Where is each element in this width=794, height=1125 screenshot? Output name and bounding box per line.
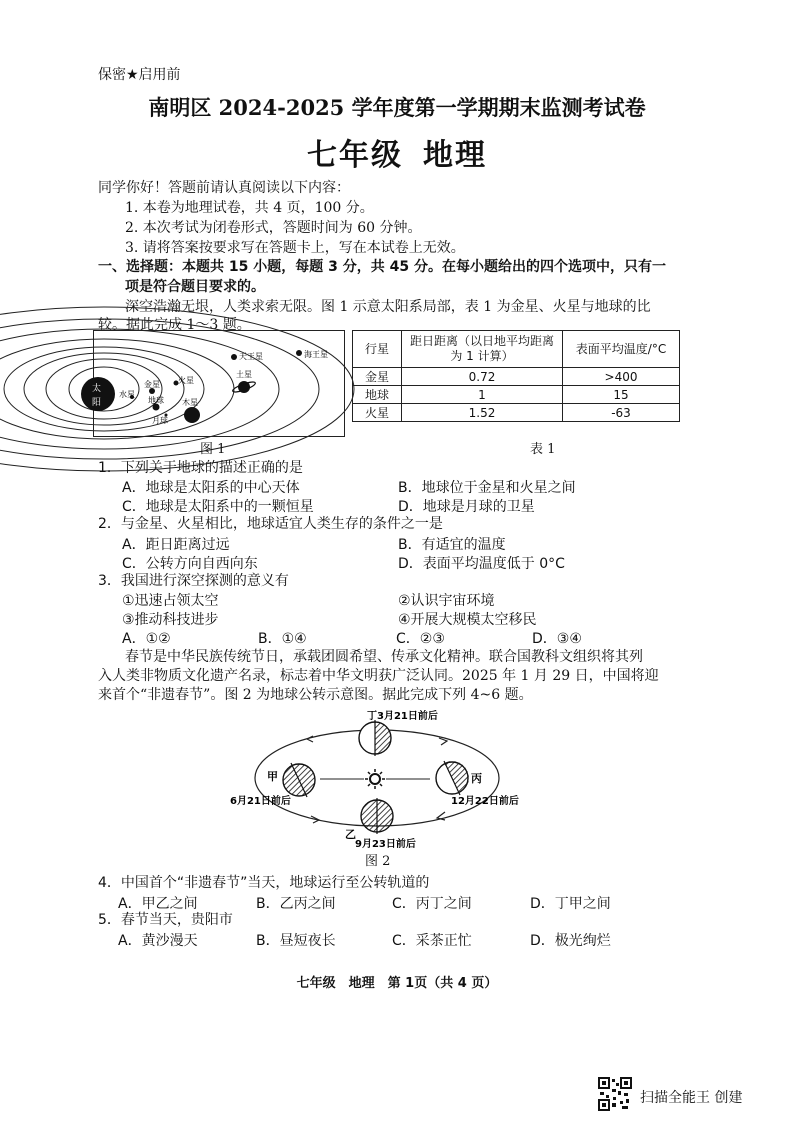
question-5-stem: 5．春节当天，贵阳市 [98,912,233,928]
question-2-option-d: D．表面平均温度低于 0°C [398,556,565,572]
question-3-option-b: B．①④ [258,631,307,647]
table-header-distance: 距日距离（以日地平均距离为 1 计算） [402,331,563,368]
sun-label-1: 太 [92,384,102,394]
passage2-line3: 来首个“非遗春节”。图 2 为地球公转示意图。据此完成下列 4~6 题。 [98,687,533,703]
table-cell: 地球 [353,386,402,404]
question-1-stem: 1．下列关于地球的描述正确的是 [98,460,303,476]
exam-title: 南明区 2024-2025 学年度第一学期期末监测考试卷 [148,95,646,120]
figure-1-solar-system [93,330,345,437]
question-1-option-d: D．地球是月球的卫星 [398,499,535,515]
question-5-option-a: A．黄沙漫天 [118,933,198,949]
label-ding: 丁3月21日前后 [367,711,438,722]
figure-1-caption: 图 1 [200,442,226,457]
orbit-arrow-1 [307,736,313,742]
mercury-label: 水星 [119,390,135,399]
question-2-option-b: B．有适宜的温度 [398,537,506,553]
qr-code-icon [598,1077,632,1111]
passage1-line1: 深空浩瀚无垠，人类求索无限。图 1 示意太阳系局部，表 1 为金星、火星与地球的比 [125,299,651,315]
table-header-row [353,331,680,368]
earth-label: 地球 [148,396,164,405]
question-4-option-d: D．丁甲之间 [530,896,611,912]
label-bing-date: 12月22日前后 [451,796,519,807]
subject-label: 地理 [423,138,487,173]
table-cell: 1 [402,386,563,404]
sun-label-2: 阳 [92,398,102,408]
table-cell: -63 [563,404,680,422]
question-2-option-a: A．距日距离过远 [122,537,230,553]
question-3-option-d: D．③④ [532,631,582,647]
figure-2-caption: 图 2 [365,854,391,869]
sun-icon [370,774,380,784]
question-3-item-3: ③推动科技进步 [122,612,219,628]
uranus-label: 天王星 [239,352,263,361]
neptune-shape [296,350,302,356]
page-footer: 七年级 地理 第 1页（共 4 页） [296,976,498,991]
table-cell: >400 [563,368,680,386]
earth-yi [361,798,393,834]
jupiter-shape [184,407,200,423]
mars-label: 火星 [178,376,194,385]
section1-heading-line2: 项是符合题目要求的。 [125,279,265,295]
rule-1: 1. 本卷为地理试卷，共 4 页，100 分。 [125,200,374,216]
passage2-line2: 入人类非物质文化遗产名录，标志着中华文明获广泛认同。2025 年 1 月 29 日，中国将迎 [98,668,659,684]
section1-heading-line1: 一、选择题：本题共 15 小题，每题 3 分，共 45 分。在每小题给出的四个选项中，只有一 [98,259,666,275]
table-cell: 火星 [353,404,402,422]
table-header-planet: 行星 [353,331,402,368]
question-1-option-a: A．地球是太阳系的中心天体 [122,480,300,496]
table-row [353,404,680,422]
table-1-planet-comparison [352,330,680,422]
question-1-option-c: C．地球是太阳系中的一颗恒星 [122,499,314,515]
question-4-option-c: C．丙丁之间 [392,896,472,912]
greeting: 同学你好！答题前请认真阅读以下内容： [98,180,350,196]
table-cell: 0.72 [402,368,563,386]
passage1-line2: 较。据此完成 1～3 题。 [98,317,251,333]
question-2-stem: 2．与金星、火星相比，地球适宜人类生存的条件之一是 [98,516,443,532]
question-3-item-4: ④开展大规模太空移民 [398,612,537,628]
question-3-stem: 3．我国进行深空探测的意义有 [98,573,289,589]
table-header-temperature: 表面平均温度/°C [563,331,680,368]
sun-rays [365,769,385,789]
grade-label: 七年级 [307,138,403,173]
exam-subtitle [0,130,794,174]
rule-2: 2. 本次考试为闭卷形式，答题时间为 60 分钟。 [125,220,422,236]
label-jia-date: 6月21日前后 [230,796,291,807]
saturn-label: 土星 [236,370,252,379]
label-bing: 丙 [471,772,482,785]
label-yi-date: 9月23日前后 [355,839,416,850]
table-row [353,386,680,404]
question-3-option-c: C．②③ [396,631,445,647]
earth-bing [436,761,469,795]
question-2-option-c: C．公转方向自西向东 [122,556,258,572]
question-5-option-d: D．极光绚烂 [530,933,611,949]
scanner-watermark: 扫描全能王 创建 [640,1090,743,1106]
question-4-option-b: B．乙丙之间 [256,896,336,912]
orbit-jupiter [0,339,234,439]
earth-ding [359,720,391,756]
solar-system-diagram [94,331,344,436]
table-row [353,368,680,386]
question-4-stem: 4．中国首个“非遗春节”当天，地球运行至公转轨道的 [98,875,430,891]
question-3-item-2: ②认识宇宙环境 [398,593,495,609]
question-5-option-b: B．昼短夜长 [256,933,336,949]
table-cell: 1.52 [402,404,563,422]
passage2-line1: 春节是中华民族传统节日，承载团圆希望、传承文化精神。联合国教科文组织将其列 [125,649,643,665]
label-jia: 甲 [267,770,278,783]
question-5-option-c: C．采茶正忙 [392,933,472,949]
neptune-label: 海王星 [304,350,328,359]
table-cell: 15 [563,386,680,404]
question-4-option-a: A．甲乙之间 [118,896,198,912]
earth-jia [283,763,315,797]
figure-2-earth-revolution [225,708,535,850]
question-3-item-1: ①迅速占领太空 [122,593,219,609]
venus-label: 金星 [144,380,160,389]
uranus-shape [231,354,237,360]
table-1-caption: 表 1 [530,442,556,457]
label-yi: 乙 [345,828,356,841]
rule-3: 3. 请将答案按要求写在答题卡上，写在本试卷上无效。 [125,240,465,256]
question-3-option-a: A．①② [122,631,171,647]
orbit-arrow-2 [439,738,447,745]
moon-label: 月球 [152,416,168,425]
table-cell: 金星 [353,368,402,386]
confidential-mark: 保密★启用前 [98,67,181,83]
orbit-uranus [0,319,319,459]
jupiter-label: 木星 [182,398,198,407]
question-1-option-b: B．地球位于金星和火星之间 [398,480,576,496]
